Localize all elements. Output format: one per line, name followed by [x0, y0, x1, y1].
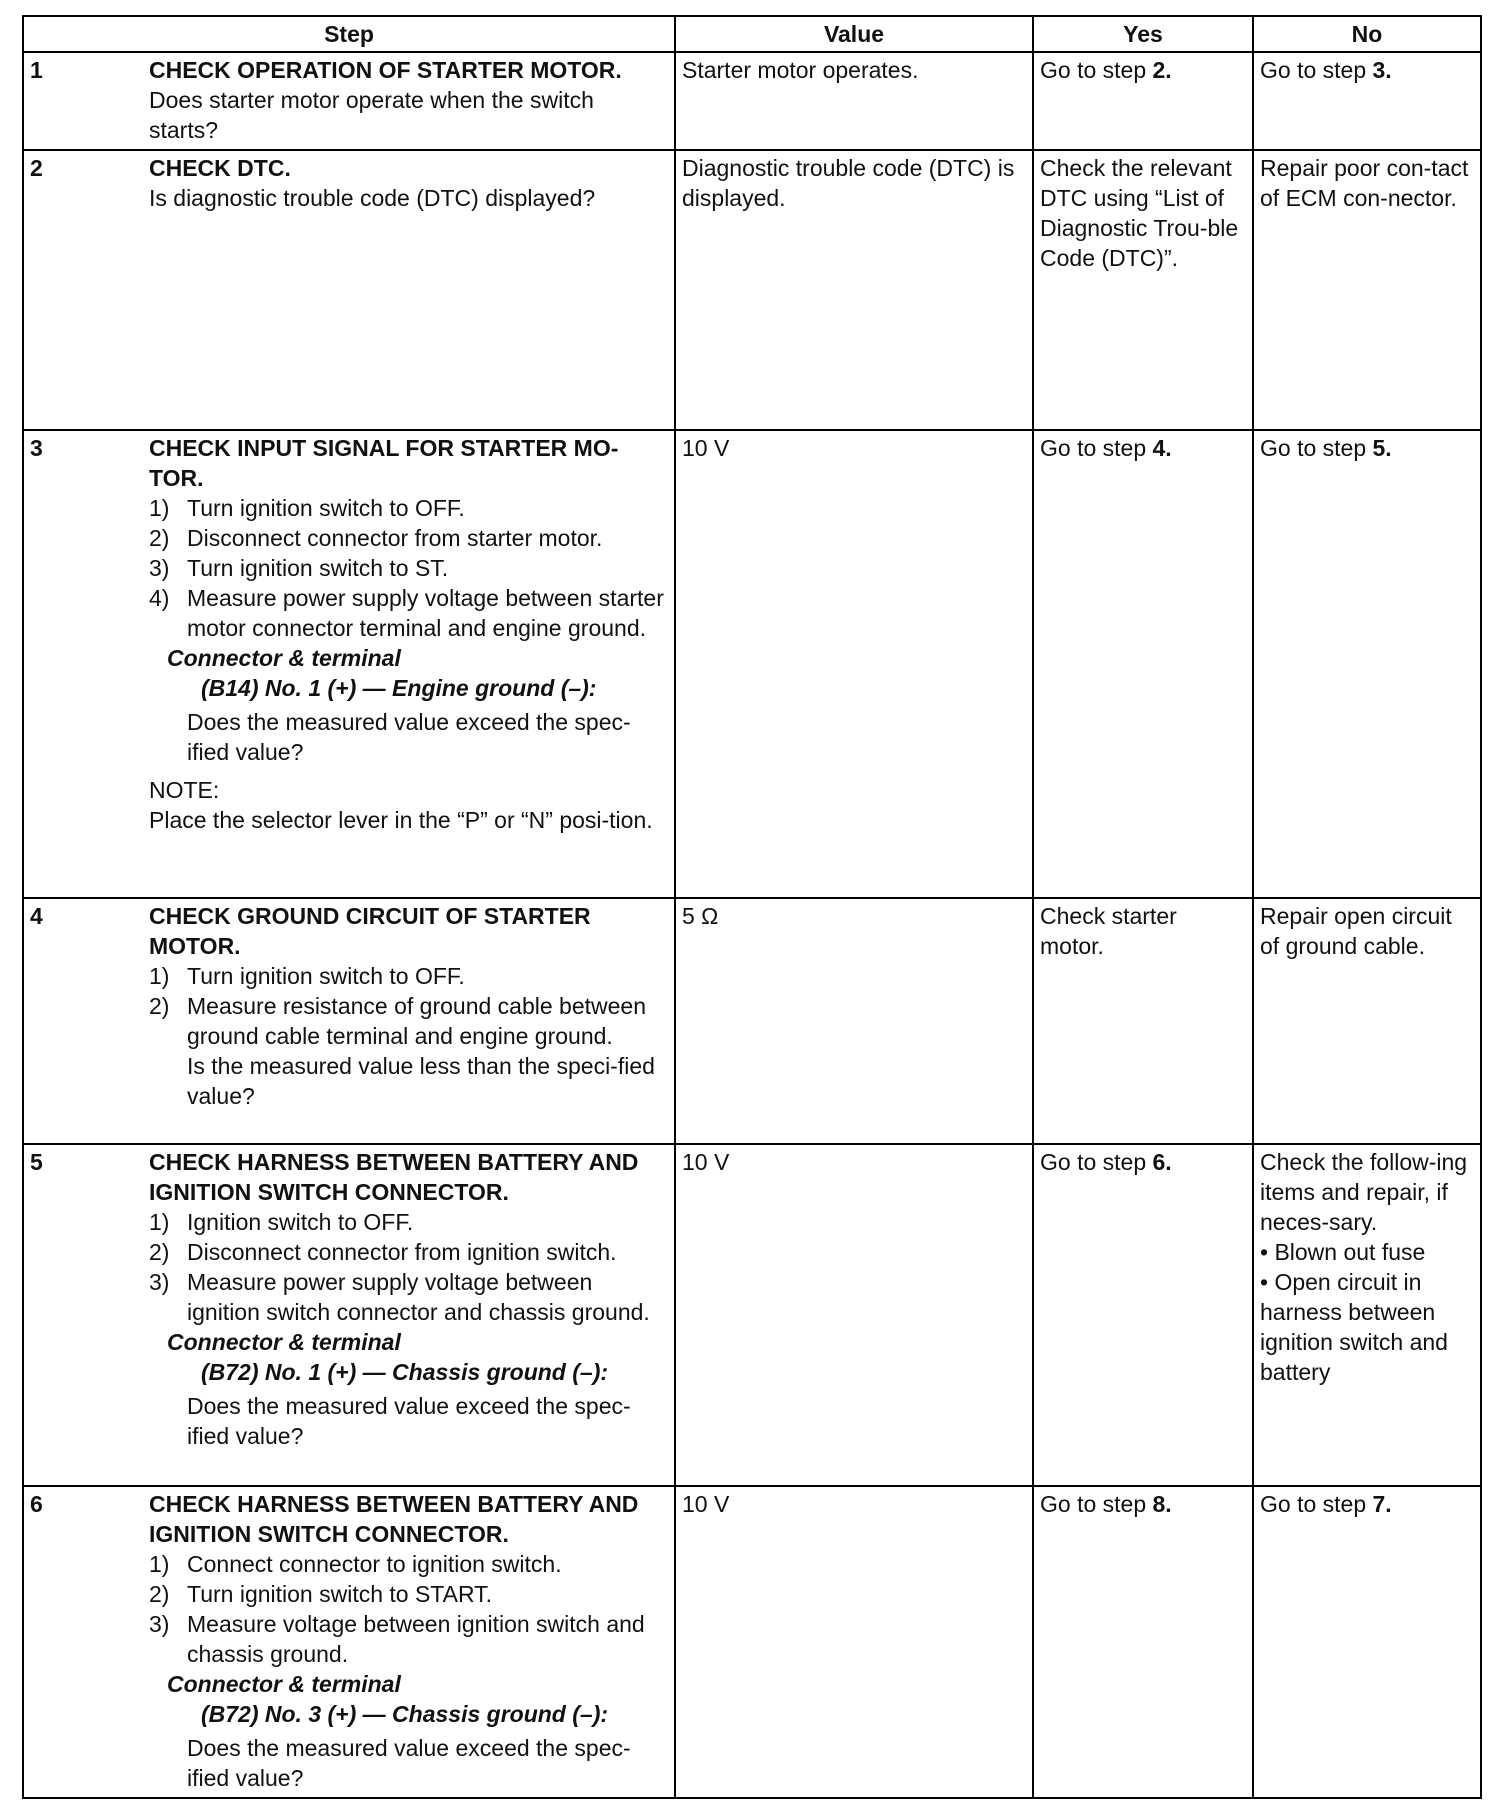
- substep: 3) Turn ignition switch to ST.: [149, 555, 449, 581]
- step-number: 4: [23, 898, 143, 1144]
- yes-cell: [1033, 52, 1253, 150]
- yes-cell: Check starter motor.: [1033, 898, 1253, 1144]
- step-description: [143, 150, 675, 430]
- substep: 1) Turn ignition switch to OFF.: [149, 963, 465, 989]
- substep: 2) Disconnect connector from ignition switch.: [149, 1239, 617, 1265]
- step-title: CHECK GROUND CIRCUIT OF STARTER MOTOR.: [149, 903, 591, 959]
- no-step-link: 5.: [1372, 435, 1392, 461]
- step-question: Does the measured value exceed the spec-ified value?: [187, 1393, 631, 1449]
- connector-terminal: (B14) No. 1 (+) — Engine ground (–):: [201, 675, 597, 701]
- step-description: [143, 430, 675, 898]
- value-cell: 5 Ω: [675, 898, 1033, 1144]
- yes-cell: [1033, 430, 1253, 898]
- note-label: NOTE:: [149, 777, 220, 803]
- step-number: 5: [23, 1144, 143, 1486]
- table-row-step-4: [23, 898, 1481, 1144]
- no-step-link: 7.: [1372, 1491, 1392, 1517]
- yes-text: Go to step: [1040, 435, 1147, 461]
- step-number: 6: [23, 1486, 143, 1798]
- no-step-link: 3.: [1372, 57, 1392, 83]
- no-cell: Repair poor con-tact of ECM con-nector.: [1253, 150, 1481, 430]
- header-value: Value: [675, 16, 1033, 52]
- step-question: Does the measured value exceed the spec-ified value?: [187, 1735, 631, 1791]
- yes-cell: [1033, 1486, 1253, 1798]
- no-bullet-item: • Blown out fuse: [1260, 1239, 1426, 1265]
- step-title: CHECK HARNESS BETWEEN BATTERY AND IGNITION SWITCH CONNECTOR.: [149, 1491, 639, 1547]
- no-text: Go to step: [1260, 435, 1367, 461]
- step-title: CHECK HARNESS BETWEEN BATTERY AND IGNITION SWITCH CONNECTOR.: [149, 1149, 639, 1205]
- step-title: CHECK DTC.: [149, 155, 291, 181]
- step-description: [143, 898, 675, 1144]
- yes-step-link: 2.: [1152, 57, 1172, 83]
- no-cell: Repair open circuit of ground cable.: [1253, 898, 1481, 1144]
- substep: 1) Connect connector to ignition switch.: [149, 1551, 562, 1577]
- value-cell: Starter motor operates.: [675, 52, 1033, 150]
- no-cell: [1253, 1144, 1481, 1486]
- step-description: [143, 1486, 675, 1798]
- no-text: Go to step: [1260, 1491, 1367, 1517]
- table-row-step-6: [23, 1486, 1481, 1798]
- substep: 1) Ignition switch to OFF.: [149, 1209, 414, 1235]
- value-cell: 10 V: [675, 1144, 1033, 1486]
- value-cell: 10 V: [675, 1486, 1033, 1798]
- table-row-step-5: [23, 1144, 1481, 1486]
- step-question: Is diagnostic trouble code (DTC) displayed?: [149, 185, 596, 211]
- connector-terminal: (B72) No. 3 (+) — Chassis ground (–):: [201, 1701, 609, 1727]
- yes-cell: [1033, 1144, 1253, 1486]
- header-no: No: [1253, 16, 1481, 52]
- header-step: Step: [23, 16, 675, 52]
- step-question: Does the measured value exceed the spec-ified value?: [187, 709, 631, 765]
- yes-text: Go to step: [1040, 1149, 1147, 1175]
- substep: 4) Measure power supply voltage between starter motor connector terminal and engine ground.: [149, 585, 664, 641]
- yes-step-link: 4.: [1152, 435, 1172, 461]
- no-cell: [1253, 1486, 1481, 1798]
- step-title: CHECK INPUT SIGNAL FOR STARTER MO-TOR.: [149, 435, 619, 491]
- yes-text: Go to step: [1040, 1491, 1147, 1517]
- value-cell: Diagnostic trouble code (DTC) is displayed.: [675, 150, 1033, 430]
- step-number: 1: [23, 52, 143, 150]
- connector-label: Connector & terminal: [167, 645, 401, 671]
- step-title: CHECK OPERATION OF STARTER MOTOR.: [149, 57, 622, 83]
- substep: 2) Measure resistance of ground cable between ground cable terminal and engine ground.: [149, 993, 647, 1049]
- connector-label: Connector & terminal: [167, 1329, 401, 1355]
- substep: 2) Turn ignition switch to START.: [149, 1581, 493, 1607]
- step-question: Does starter motor operate when the switch starts?: [149, 87, 594, 143]
- yes-step-link: 6.: [1152, 1149, 1172, 1175]
- table-row-step-1: [23, 52, 1481, 150]
- connector-terminal: (B72) No. 1 (+) — Chassis ground (–):: [201, 1359, 609, 1385]
- no-cell: [1253, 52, 1481, 150]
- step-description: [143, 1144, 675, 1486]
- yes-cell: Check the relevant DTC using “List of Diagnostic Trou-ble Code (DTC)”.: [1033, 150, 1253, 430]
- value-cell: 10 V: [675, 430, 1033, 898]
- table-row-step-3: [23, 430, 1481, 898]
- connector-label: Connector & terminal: [167, 1671, 401, 1697]
- substep: 3) Measure voltage between ignition switch and chassis ground.: [149, 1611, 645, 1667]
- table-row-step-2: [23, 150, 1481, 430]
- header-row: [23, 16, 1481, 52]
- substep: 3) Measure power supply voltage between ignition switch connector and chassis ground.: [149, 1269, 650, 1325]
- no-cell: [1253, 430, 1481, 898]
- note-text: Place the selector lever in the “P” or “N” posi-tion.: [149, 807, 653, 833]
- substep: 1) Turn ignition switch to OFF.: [149, 495, 465, 521]
- step-description: [143, 52, 675, 150]
- no-intro: Check the follow-ing items and repair, if neces-sary.: [1260, 1149, 1468, 1235]
- substep: 2) Disconnect connector from starter motor.: [149, 525, 603, 551]
- step-question: Is the measured value less than the speci-fied value?: [187, 1053, 655, 1109]
- yes-step-link: 8.: [1152, 1491, 1172, 1517]
- diagnostic-table: [22, 15, 1482, 1799]
- yes-text: Go to step: [1040, 57, 1147, 83]
- no-text: Go to step: [1260, 57, 1367, 83]
- step-number: 3: [23, 430, 143, 898]
- header-yes: Yes: [1033, 16, 1253, 52]
- step-number: 2: [23, 150, 143, 430]
- no-bullet-item: • Open circuit in harness between ignition switch and battery: [1260, 1269, 1448, 1385]
